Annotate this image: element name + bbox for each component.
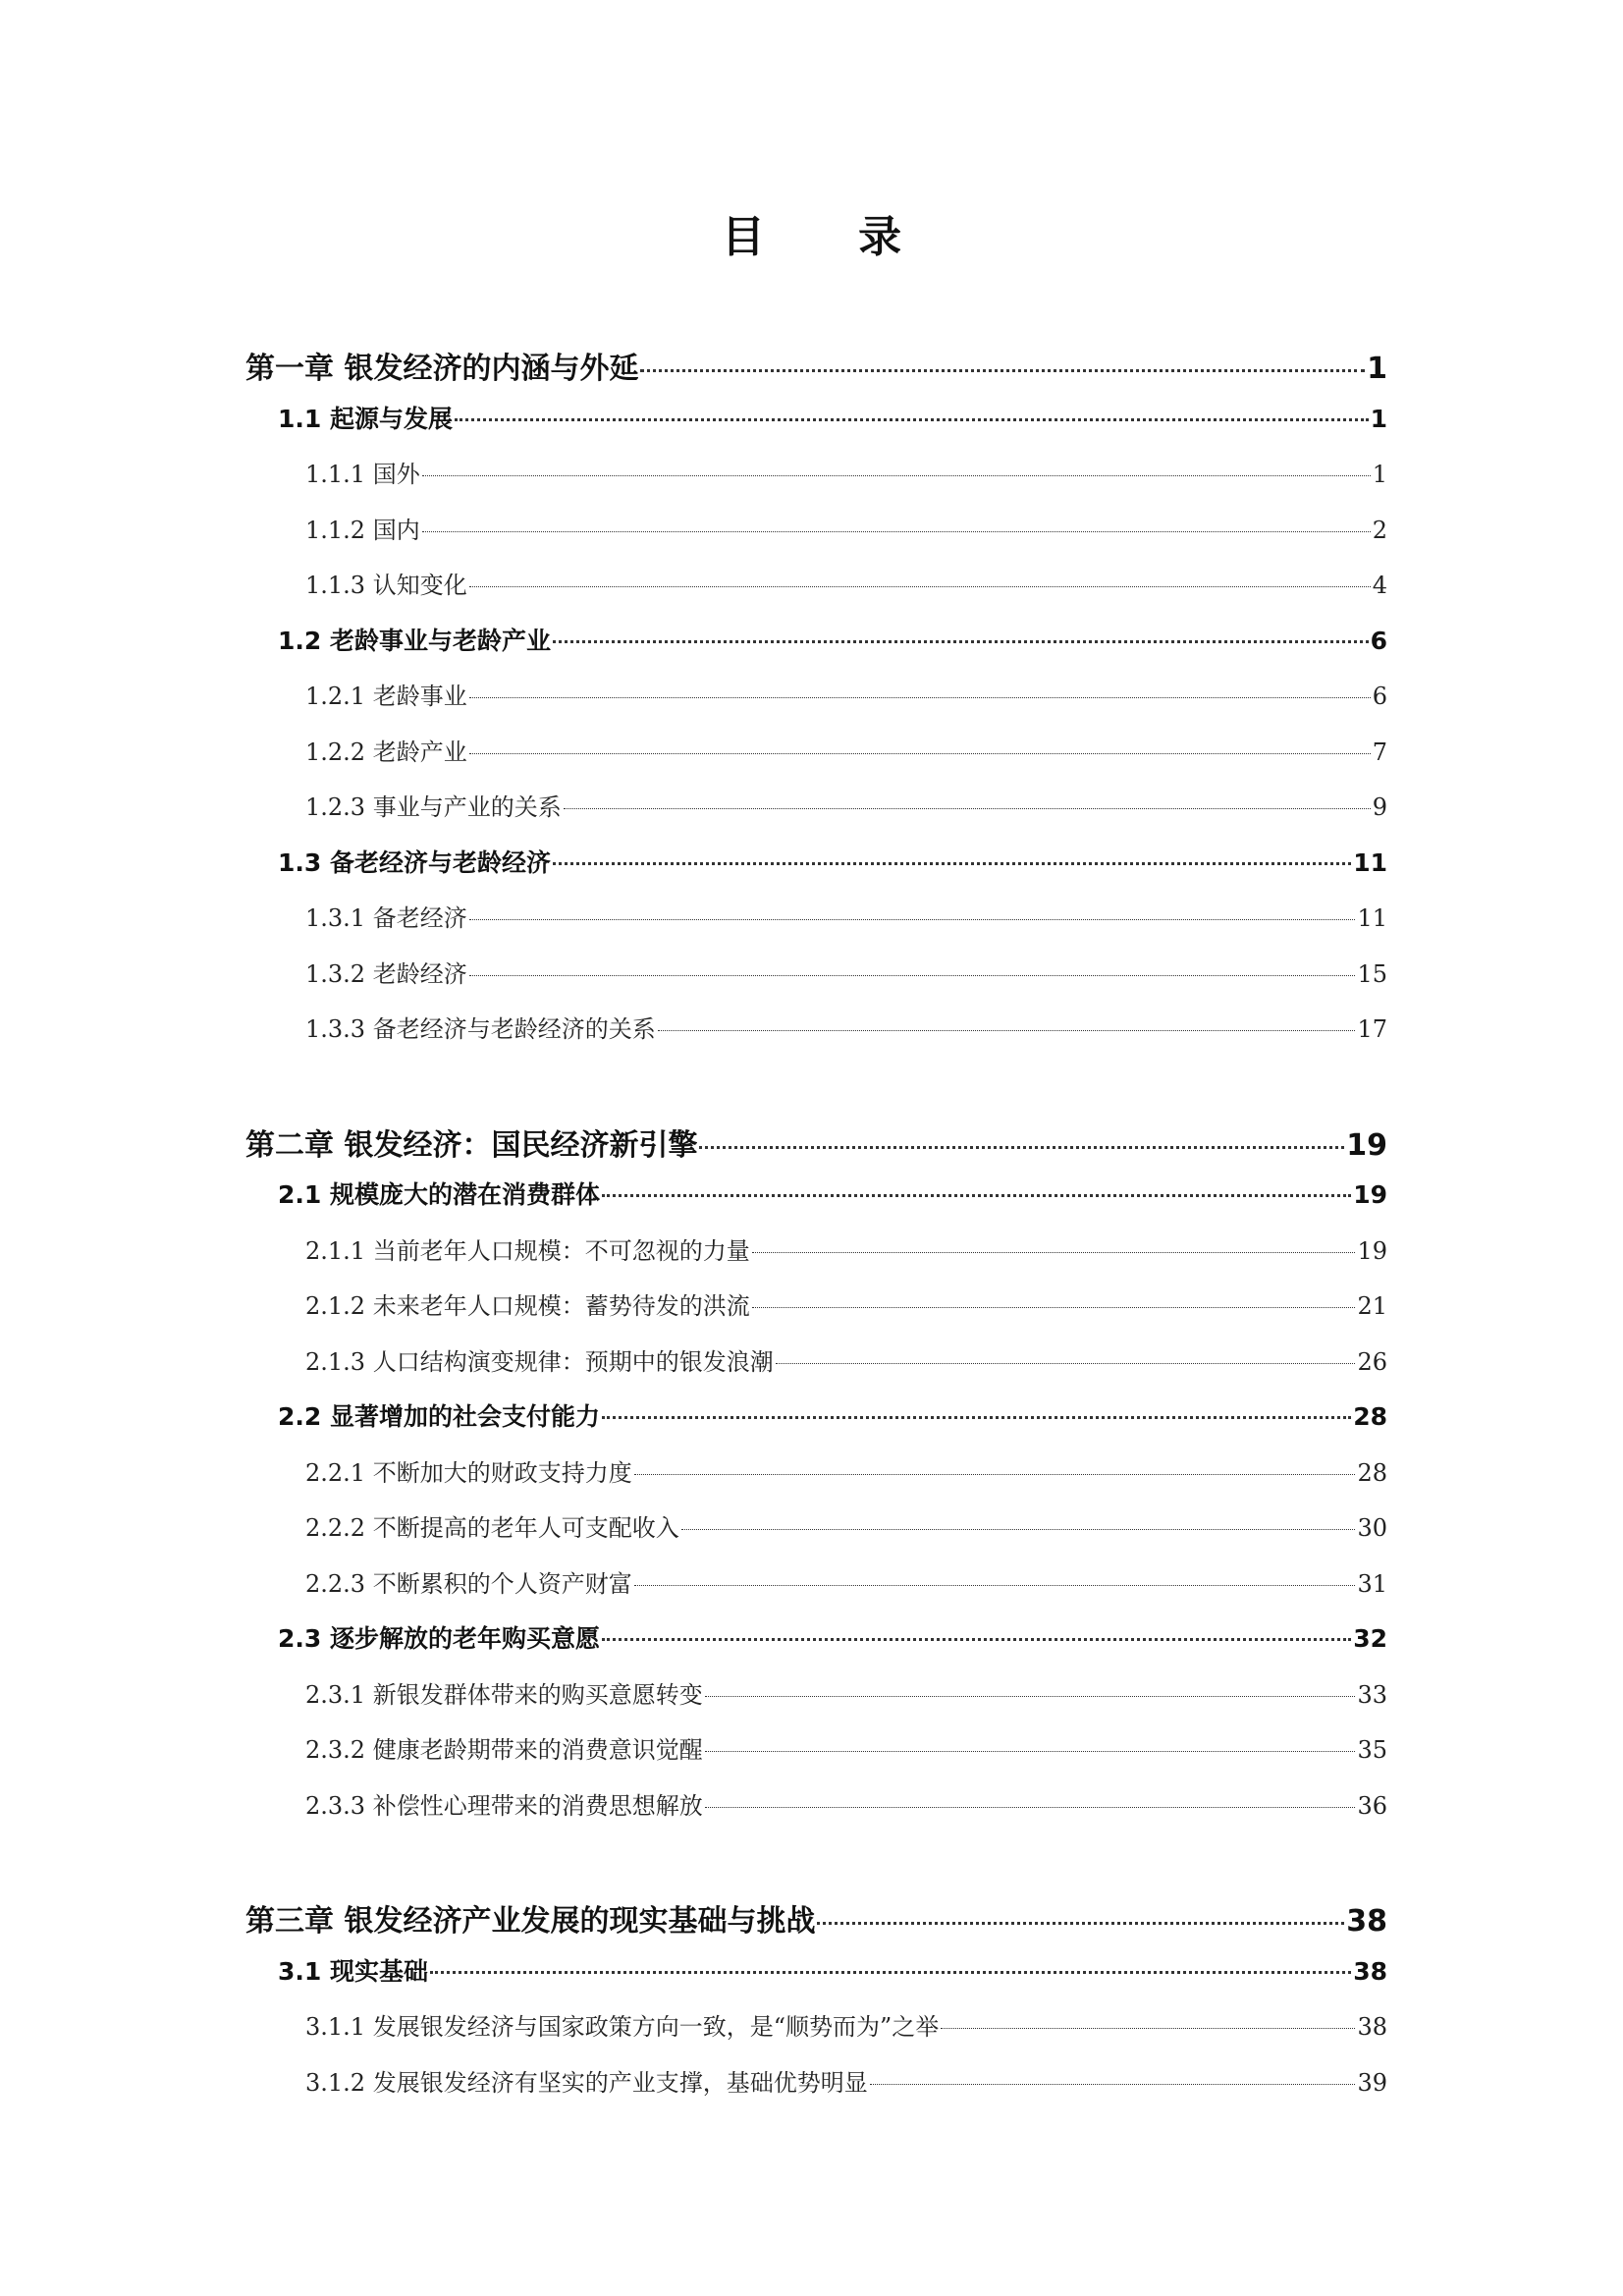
toc-subsection-entry[interactable] [305, 511, 1387, 545]
toc-subsection-entry[interactable] [305, 1453, 1387, 1488]
dot-leader [752, 1307, 1356, 1308]
dot-leader [469, 753, 1371, 754]
dot-leader [553, 640, 1369, 643]
toc-section-entry[interactable] [278, 1619, 1387, 1655]
dot-leader [455, 418, 1369, 421]
toc-chapter-entry[interactable] [245, 1121, 1387, 1164]
toc-entry-title: 1.2.2 老龄产业 [305, 738, 467, 766]
toc-page-number: 2 [1372, 516, 1387, 544]
toc-entry-title: 1.3.3 备老经济与老龄经济的关系 [305, 1015, 656, 1043]
dot-leader [705, 1696, 1356, 1697]
toc-page-number: 11 [1353, 847, 1387, 877]
toc-subsection-entry[interactable] [305, 1231, 1387, 1266]
dot-leader [422, 475, 1371, 476]
dot-leader [634, 1474, 1356, 1475]
dot-leader [430, 1971, 1351, 1974]
toc-entry-title: 第一章 银发经济的内涵与外延 [245, 352, 639, 386]
toc-subsection-entry[interactable] [305, 1286, 1387, 1321]
toc-entry-title: 第三章 银发经济产业发展的现实基础与挑战 [245, 1904, 816, 1939]
toc-entry-title: 1.2.3 事业与产业的关系 [305, 793, 562, 821]
toc-page-number: 7 [1372, 738, 1387, 766]
toc-page-number: 31 [1357, 1569, 1387, 1598]
dot-leader [602, 1416, 1351, 1419]
dot-leader [602, 1638, 1351, 1641]
toc-page-number: 32 [1353, 1624, 1387, 1653]
toc-subsection-entry[interactable] [305, 788, 1387, 822]
toc-entry-title: 1.2.1 老龄事业 [305, 683, 467, 710]
toc-entry-title: 1.2 老龄事业与老龄产业 [278, 626, 551, 655]
toc-page-number: 1 [1370, 404, 1387, 433]
toc-subsection-entry[interactable] [305, 1508, 1387, 1543]
toc-page-number: 28 [1357, 1458, 1387, 1487]
toc-page-number: 19 [1357, 1236, 1387, 1265]
dot-leader [705, 1751, 1356, 1752]
toc-page-number: 17 [1357, 1015, 1387, 1043]
toc-page-number: 1 [1367, 352, 1387, 386]
dot-leader [469, 697, 1371, 698]
toc-subsection-entry[interactable] [305, 899, 1387, 933]
toc-page-number: 26 [1357, 1347, 1387, 1376]
dot-leader [658, 1030, 1356, 1031]
toc-entry-title: 3.1.1 发展银发经济与国家政策方向一致，是“顺势而为”之举 [305, 2013, 940, 2041]
toc-chapter-entry[interactable] [245, 344, 1387, 387]
toc-section-entry[interactable] [278, 400, 1387, 435]
dot-leader [634, 1585, 1356, 1586]
toc-page-number: 39 [1357, 2068, 1387, 2097]
toc-entry-title: 第二章 银发经济：国民经济新引擎 [245, 1127, 698, 1163]
toc-subsection-entry[interactable] [305, 566, 1387, 600]
toc-entry-title: 2.3 逐步解放的老年购买意愿 [278, 1624, 600, 1653]
dot-leader [776, 1363, 1356, 1364]
dot-leader [564, 808, 1371, 809]
toc-section-entry[interactable] [278, 844, 1387, 879]
toc-entry-title: 2.2.3 不断累积的个人资产财富 [305, 1569, 632, 1598]
toc-page-number: 19 [1346, 1127, 1387, 1163]
toc-section-entry[interactable] [278, 1952, 1387, 1988]
toc-subsection-entry[interactable] [305, 2063, 1387, 2098]
dot-leader [705, 1807, 1356, 1808]
toc-subsection-entry[interactable] [305, 1564, 1387, 1599]
dot-leader [422, 531, 1371, 532]
toc-subsection-entry[interactable] [305, 1786, 1387, 1821]
toc-entry-title: 1.3.2 老龄经济 [305, 959, 467, 988]
toc-entry-title: 2.3.3 补偿性心理带来的消费思想解放 [305, 1791, 703, 1820]
toc-page-number: 35 [1357, 1736, 1387, 1764]
dot-leader [817, 1922, 1344, 1925]
toc-page-number: 38 [1346, 1904, 1387, 1939]
dot-leader [941, 2028, 1355, 2029]
toc-entry-title: 3.1 现实基础 [278, 1956, 428, 1986]
toc-subsection-entry[interactable] [305, 955, 1387, 989]
toc-page-number: 33 [1357, 1680, 1387, 1709]
dot-leader [469, 975, 1356, 976]
toc-section-entry[interactable] [278, 622, 1387, 657]
toc-entry-title: 2.2 显著增加的社会支付能力 [278, 1402, 600, 1431]
toc-entry-title: 2.1.3 人口结构演变规律：预期中的银发浪潮 [305, 1347, 774, 1376]
toc-entry-title: 2.1.1 当前老年人口规模：不可忽视的力量 [305, 1236, 750, 1265]
toc-subsection-entry[interactable] [305, 733, 1387, 767]
dot-leader [469, 586, 1371, 587]
toc-entry-title: 1.1.1 国外 [305, 461, 420, 488]
dot-leader [699, 1146, 1344, 1149]
toc-entry-title: 2.2.2 不断提高的老年人可支配收入 [305, 1514, 679, 1542]
dot-leader [553, 862, 1351, 865]
toc-page-number: 30 [1357, 1514, 1387, 1542]
toc-entry-title: 1.1.3 认知变化 [305, 572, 467, 599]
toc-page-number: 21 [1357, 1292, 1387, 1320]
page-title: 目 录 [721, 212, 942, 262]
dot-leader [752, 1252, 1356, 1253]
dot-leader [870, 2084, 1356, 2085]
toc-page-number: 19 [1353, 1180, 1387, 1209]
toc-page-number: 11 [1357, 904, 1387, 932]
toc-entry-title: 1.1.2 国内 [305, 516, 420, 544]
toc-entry-title: 1.1 起源与发展 [278, 404, 453, 433]
toc-page-number: 15 [1357, 959, 1387, 988]
toc-page-number: 6 [1370, 626, 1387, 655]
toc-page-number: 4 [1372, 572, 1387, 599]
toc-page-number: 38 [1357, 2013, 1387, 2041]
dot-leader [681, 1529, 1356, 1530]
toc-section-entry[interactable] [278, 1397, 1387, 1433]
toc-entry-title: 3.1.2 发展银发经济有坚实的产业支撑，基础优势明显 [305, 2068, 868, 2097]
toc-entry-title: 1.3 备老经济与老龄经济 [278, 847, 551, 877]
toc-subsection-entry[interactable] [305, 2007, 1387, 2042]
toc-page-number: 38 [1353, 1956, 1387, 1986]
toc-page-number: 6 [1372, 683, 1387, 710]
toc-subsection-entry[interactable] [305, 1730, 1387, 1765]
toc-chapter-entry[interactable] [245, 1896, 1387, 1940]
dot-leader [469, 919, 1356, 920]
toc-subsection-entry[interactable] [305, 1342, 1387, 1377]
toc-subsection-entry[interactable] [305, 677, 1387, 711]
toc-entry-title: 2.1.2 未来老年人口规模：蓄势待发的洪流 [305, 1292, 750, 1320]
toc-subsection-entry[interactable] [305, 1675, 1387, 1710]
toc-page-number: 9 [1372, 793, 1387, 821]
toc-entry-title: 2.3.1 新银发群体带来的购买意愿转变 [305, 1680, 703, 1709]
toc-page-number: 36 [1357, 1791, 1387, 1820]
toc-subsection-entry[interactable] [305, 1010, 1387, 1044]
dot-leader [602, 1194, 1351, 1197]
toc-entry-title: 2.1 规模庞大的潜在消费群体 [278, 1180, 600, 1209]
dot-leader [640, 369, 1365, 372]
toc-subsection-entry[interactable] [305, 455, 1387, 489]
toc-page-number: 28 [1353, 1402, 1387, 1431]
toc-page-number: 1 [1372, 461, 1387, 488]
toc-section-entry[interactable] [278, 1175, 1387, 1211]
toc-entry-title: 2.3.2 健康老龄期带来的消费意识觉醒 [305, 1736, 703, 1764]
toc-entry-title: 1.3.1 备老经济 [305, 904, 467, 932]
toc-entry-title: 2.2.1 不断加大的财政支持力度 [305, 1458, 632, 1487]
